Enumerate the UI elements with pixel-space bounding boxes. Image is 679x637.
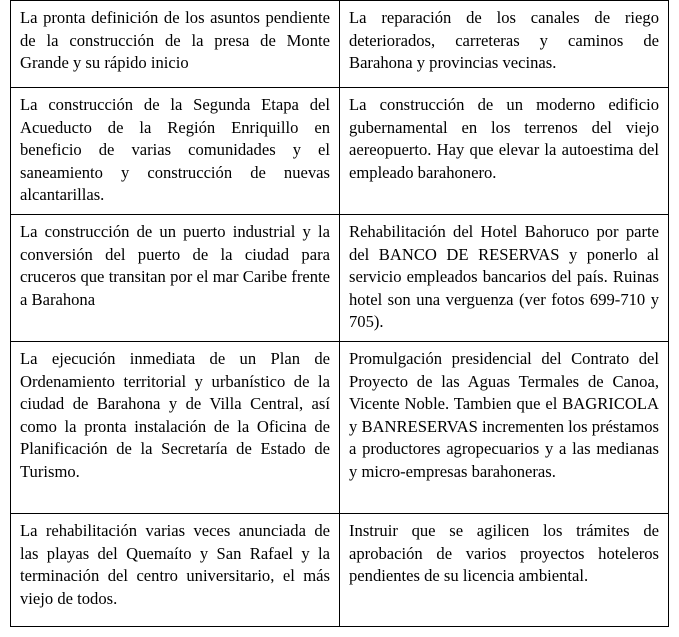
table-cell-right: Rehabilitación del Hotel Bahoruco por parte del BANCO DE RESERVAS y ponerlo al servicio empleados bancarios del país. Ruinas hotel son una verguenza (ver fotos 699-710 y 705). (340, 215, 669, 342)
table-cell-left: La construcción de un puerto industrial y la conversión del puerto de la ciudad para cruceros que transitan por el mar Caribe frente a Barahona (11, 215, 340, 342)
table-cell-left: La rehabilitación varias veces anunciada de las playas del Quemaíto y San Rafael y la terminación del centro universitario, el más viejo de todos. (11, 514, 340, 627)
table-cell-left: La pronta definición de los asuntos pendiente de la construcción de la presa de Monte Grande y su rápido inicio (11, 1, 340, 88)
table-cell-right: La construcción de un moderno edificio gubernamental en los terrenos del viejo aereopuerto. Hay que elevar la autoestima del empleado barahonero. (340, 88, 669, 215)
table-cell-right: Promulgación presidencial del Contrato del Proyecto de las Aguas Termales de Canoa, Vicente Noble. Tambien que el BAGRICOLA y BANRESERVAS incrementen los préstamos a productores agropecuarios y a las medianas y micro-empresas barahoneras. (340, 342, 669, 514)
proposals-table (10, 0, 669, 627)
table-row (11, 342, 669, 514)
table-row (11, 1, 669, 88)
table-cell-right: La reparación de los canales de riego deteriorados, carreteras y caminos de Barahona y provincias vecinas. (340, 1, 669, 88)
table-row (11, 514, 669, 627)
table-cell-left: La ejecución inmediata de un Plan de Ordenamiento territorial y urbanístico de la ciudad de Barahona y de Villa Central, así como la pronta instalación de la Oficina de Planificación de la Secretaría de Estado de Turismo. (11, 342, 340, 514)
table-row (11, 215, 669, 342)
table-cell-left: La construcción de la Segunda Etapa del Acueducto de la Región Enriquillo en beneficio de varias comunidades y el saneamiento y construcción de nuevas alcantarillas. (11, 88, 340, 215)
table-cell-right: Instruir que se agilicen los trámites de aprobación de varios proyectos hoteleros pendientes de su licencia ambiental. (340, 514, 669, 627)
table-row (11, 88, 669, 215)
